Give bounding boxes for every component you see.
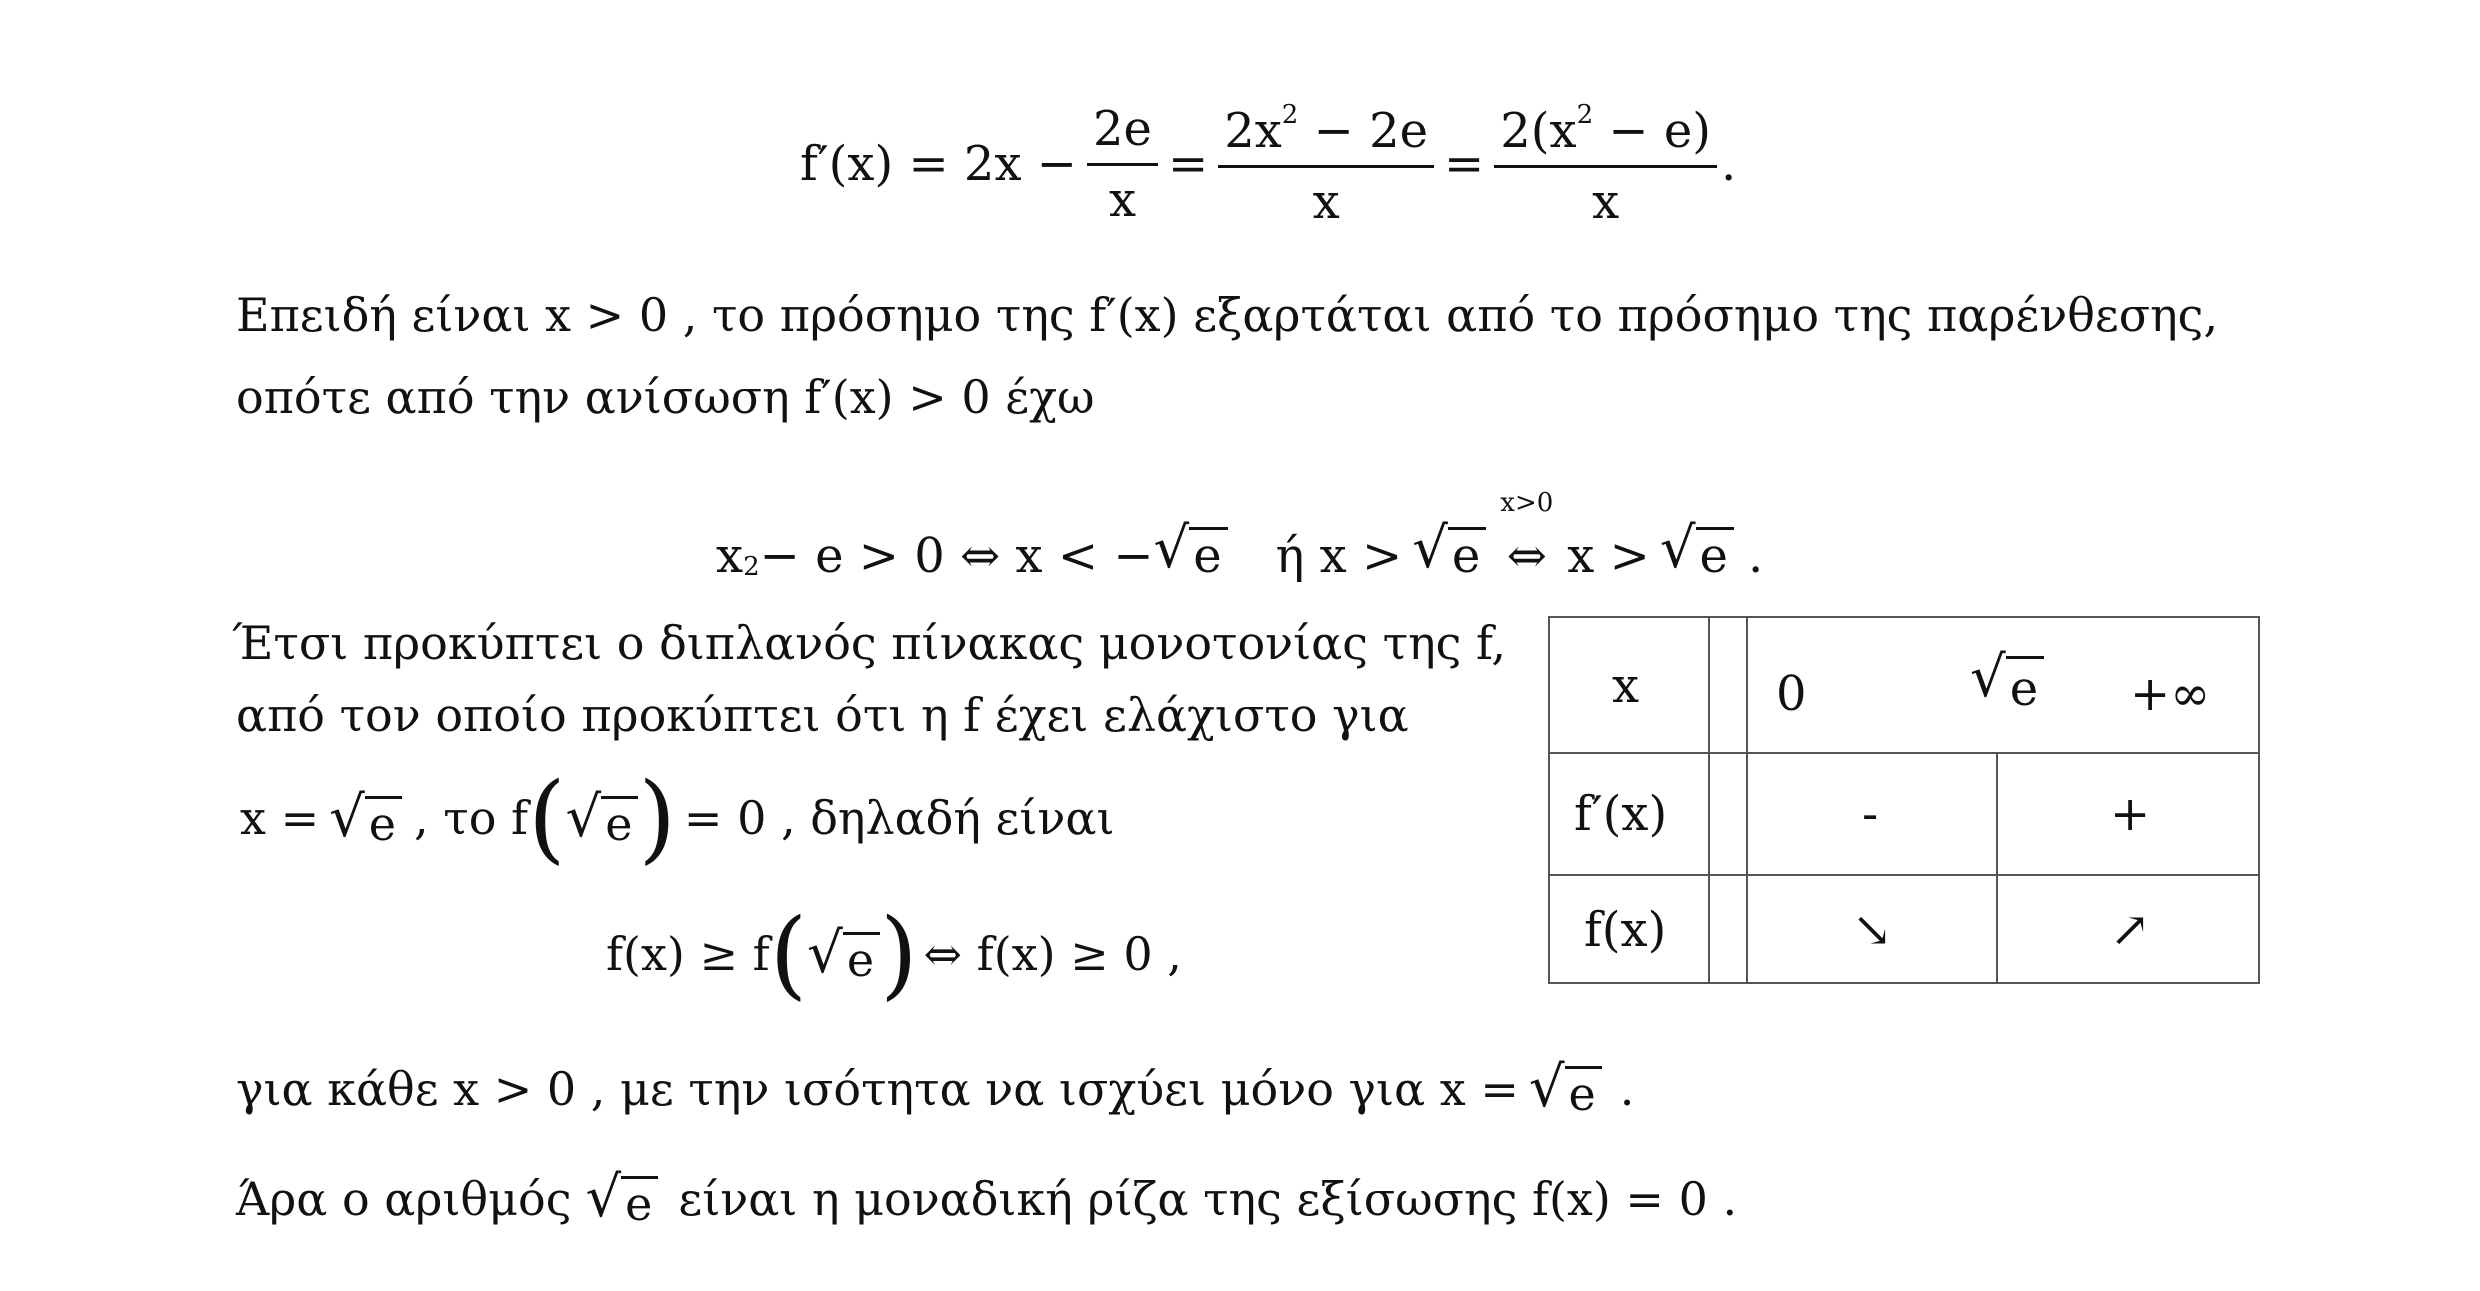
sqrt-e: √ e: [1660, 521, 1734, 580]
table-divider: [1550, 752, 2258, 754]
paragraph-monotonicity-line2: από τον οποίο προκύπτει ότι η f έχει ελάχιστο για: [236, 688, 1409, 742]
derivative-equation: [800, 100, 1737, 230]
paragraph-sign-analysis-line1: Επειδή είναι x > 0 , το πρόσημο της f′(x) εξαρτάται από το πρόσημο της παρένθεσης,: [236, 288, 2219, 342]
sqrt-e: √ e: [1154, 521, 1228, 580]
fraction-denominator: x: [1312, 174, 1340, 230]
table-divider: [1708, 618, 1710, 982]
fraction-2e-over-x: [1087, 100, 1158, 228]
fraction-numerator: $2x^2 - 2e$: [1224, 100, 1429, 159]
sqrt-e: √ e: [585, 1170, 658, 1227]
table-divider: [1746, 618, 1748, 982]
table-divider: [1996, 752, 1998, 982]
table-divider: [1550, 874, 2258, 876]
table-row-label-x: x: [1612, 658, 1640, 714]
paragraph-monotonicity-line3: x = √ e , το f ( √ e ) = 0 , δηλαδή είναι: [240, 762, 1115, 874]
period: .: [1721, 136, 1737, 192]
right-paren: ): [638, 762, 676, 874]
fraction-denominator: x: [1108, 171, 1137, 228]
sqrt-e: √ e: [329, 790, 402, 847]
increasing-arrow-icon: ↗: [2110, 902, 2151, 958]
conditional-equivalence: x>0 ⇔: [1500, 488, 1554, 584]
equals-sign: =: [1444, 136, 1485, 192]
paragraph-sign-analysis-line2: οπότε από την ανίσωση f′(x) > 0 έχω: [236, 370, 1095, 424]
right-paren: ): [880, 898, 918, 1010]
left-paren: (: [528, 762, 566, 874]
monotonicity-table: [1548, 616, 2260, 984]
table-value-zero: 0: [1776, 666, 1807, 722]
paragraph-monotonicity-line1: Έτσι προκύπτει ο διπλανός πίνακας μονοτονίας της f,: [232, 616, 1507, 670]
fraction-numerator: 2e: [1093, 100, 1152, 157]
left-paren: (: [769, 898, 808, 1010]
inequality-solution: x $_2$ − e > 0 ⇔ x < − √ e ή x > √ e x>0 ⇔ x > √ e .: [716, 488, 1764, 584]
fraction-factored: [1494, 100, 1717, 230]
fraction-2x2-minus-2e: [1218, 100, 1434, 230]
table-sign-positive: +: [2110, 786, 2151, 842]
sqrt-e: √ e: [807, 926, 880, 983]
sqrt-e: √ e: [1529, 1060, 1602, 1117]
table-value-sqrt-e: √ e: [1970, 650, 2044, 717]
fraction-denominator: x: [1592, 174, 1620, 230]
table-value-plus-infinity: +∞: [2130, 666, 2211, 722]
sqrt-e: √ e: [1412, 521, 1486, 580]
table-row-label-derivative: f′(x): [1574, 786, 1668, 842]
table-sign-negative: -: [1862, 786, 1879, 842]
derivative-lhs: f′(x) = 2x −: [800, 136, 1078, 192]
fraction-numerator: $2(x^2 - e)$: [1500, 100, 1712, 159]
paragraph-equality-case: για κάθε x > 0 , με την ισότητα να ισχύει μόνο για x = √ e .: [236, 1055, 1635, 1121]
decreasing-arrow-icon: ↘: [1852, 902, 1893, 958]
equals-sign: =: [1167, 136, 1209, 192]
sqrt-e: √ e: [566, 790, 639, 847]
inequality-conclusion: f(x) ≥ f ( √ e ) ⇔ f(x) ≥ 0 ,: [606, 898, 1182, 1010]
table-row-label-function: f(x): [1584, 902, 1667, 958]
paragraph-conclusion: Άρα ο αριθμός √ e είναι η μοναδική ρίζα της εξίσωσης f(x) = 0 .: [236, 1165, 1738, 1231]
